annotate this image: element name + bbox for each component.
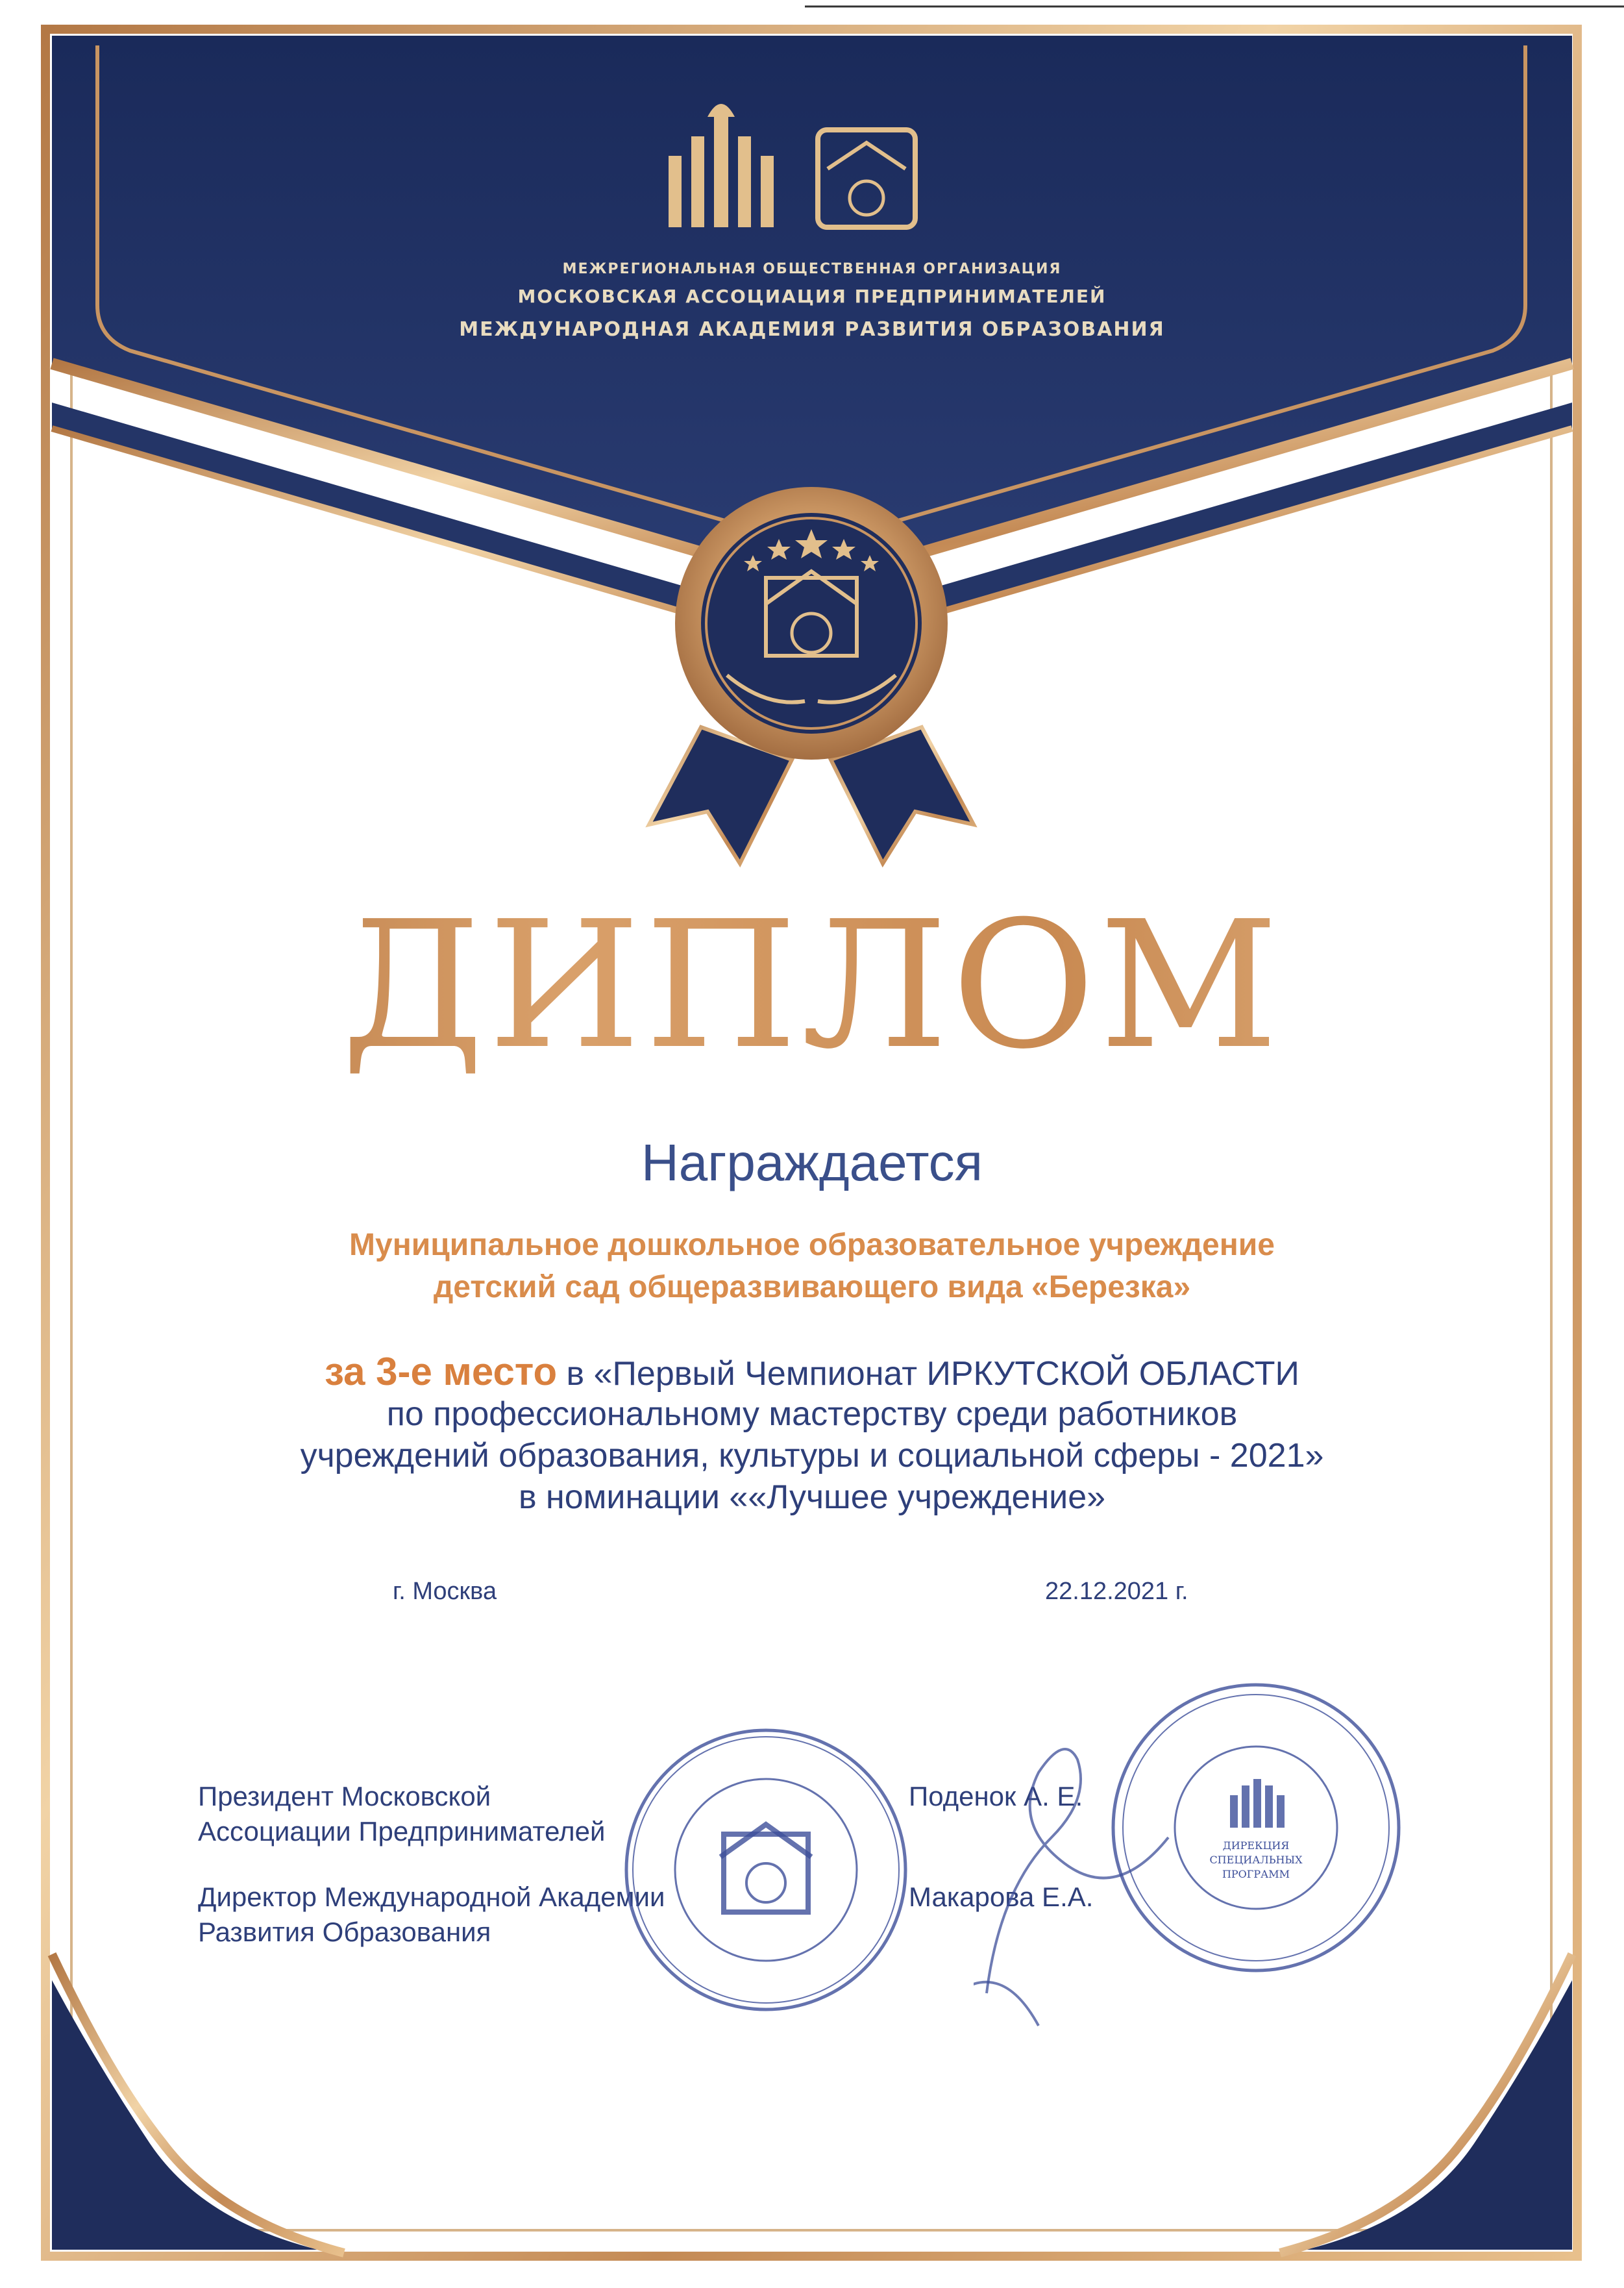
association-stamp-line-3: ПРОГРАММ (1222, 1868, 1290, 1880)
signature-2-position-line-2: Развития Образования (198, 1917, 491, 1947)
signature-2-name: Макарова Е.А. (909, 1882, 1094, 1912)
signature-1-position-line-1: Президент Московской (198, 1781, 491, 1811)
award-line-4: в номинации ««Лучшее учреждение» (518, 1478, 1106, 1516)
award-line-1 (0, 1349, 1624, 1394)
award-line-3: учреждений образования, культуры и социальной сферы - 2021» (300, 1437, 1324, 1474)
association-stamp-line-2: СПЕЦИАЛЬНЫХ (1209, 1854, 1303, 1866)
recipient-line-2: детский сад общеразвивающего вида «Березка» (433, 1270, 1191, 1304)
signature-2-position-line-1: Директор Международной Академии (198, 1882, 665, 1912)
signature-1-position-line-2: Ассоциации Предпринимателей (198, 1816, 606, 1847)
org-line-3: МЕЖДУНАРОДНАЯ АКАДЕМИЯ РАЗВИТИЯ ОБРАЗОВАНИЯ (459, 318, 1165, 341)
signature-1-position (198, 1779, 605, 1849)
org-line-2: МОСКОВСКАЯ АССОЦИАЦИЯ ПРЕДПРИНИМАТЕЛЕЙ (517, 286, 1107, 307)
award-place: за 3-е место (325, 1350, 558, 1393)
awarded-label: Награждается (641, 1134, 983, 1191)
award-line-2: по профессиональному мастерству среди работников (386, 1395, 1238, 1433)
org-line-1: МЕЖРЕГИОНАЛЬНАЯ ОБЩЕСТВЕННАЯ ОРГАНИЗАЦИЯ (562, 261, 1062, 277)
diploma-title: ДИПЛОМ (0, 883, 1624, 1088)
city: г. Москва (393, 1578, 497, 1605)
recipient-line-1: Муниципальное дошкольное образовательное учреждение (349, 1228, 1275, 1262)
award-line-1-rest: в «Первый Чемпионат ИРКУТСКОЙ ОБЛАСТИ (557, 1355, 1299, 1393)
date: 22.12.2021 г. (1045, 1578, 1188, 1605)
signature-1-name: Поденок А. Е. (909, 1781, 1083, 1811)
academy-stamp (617, 1721, 915, 2019)
signature-2-position (198, 1880, 665, 1950)
signature-scribble-1 (974, 1721, 1181, 2058)
association-stamp-line-1: ДИРЕКЦИЯ (1222, 1839, 1290, 1852)
